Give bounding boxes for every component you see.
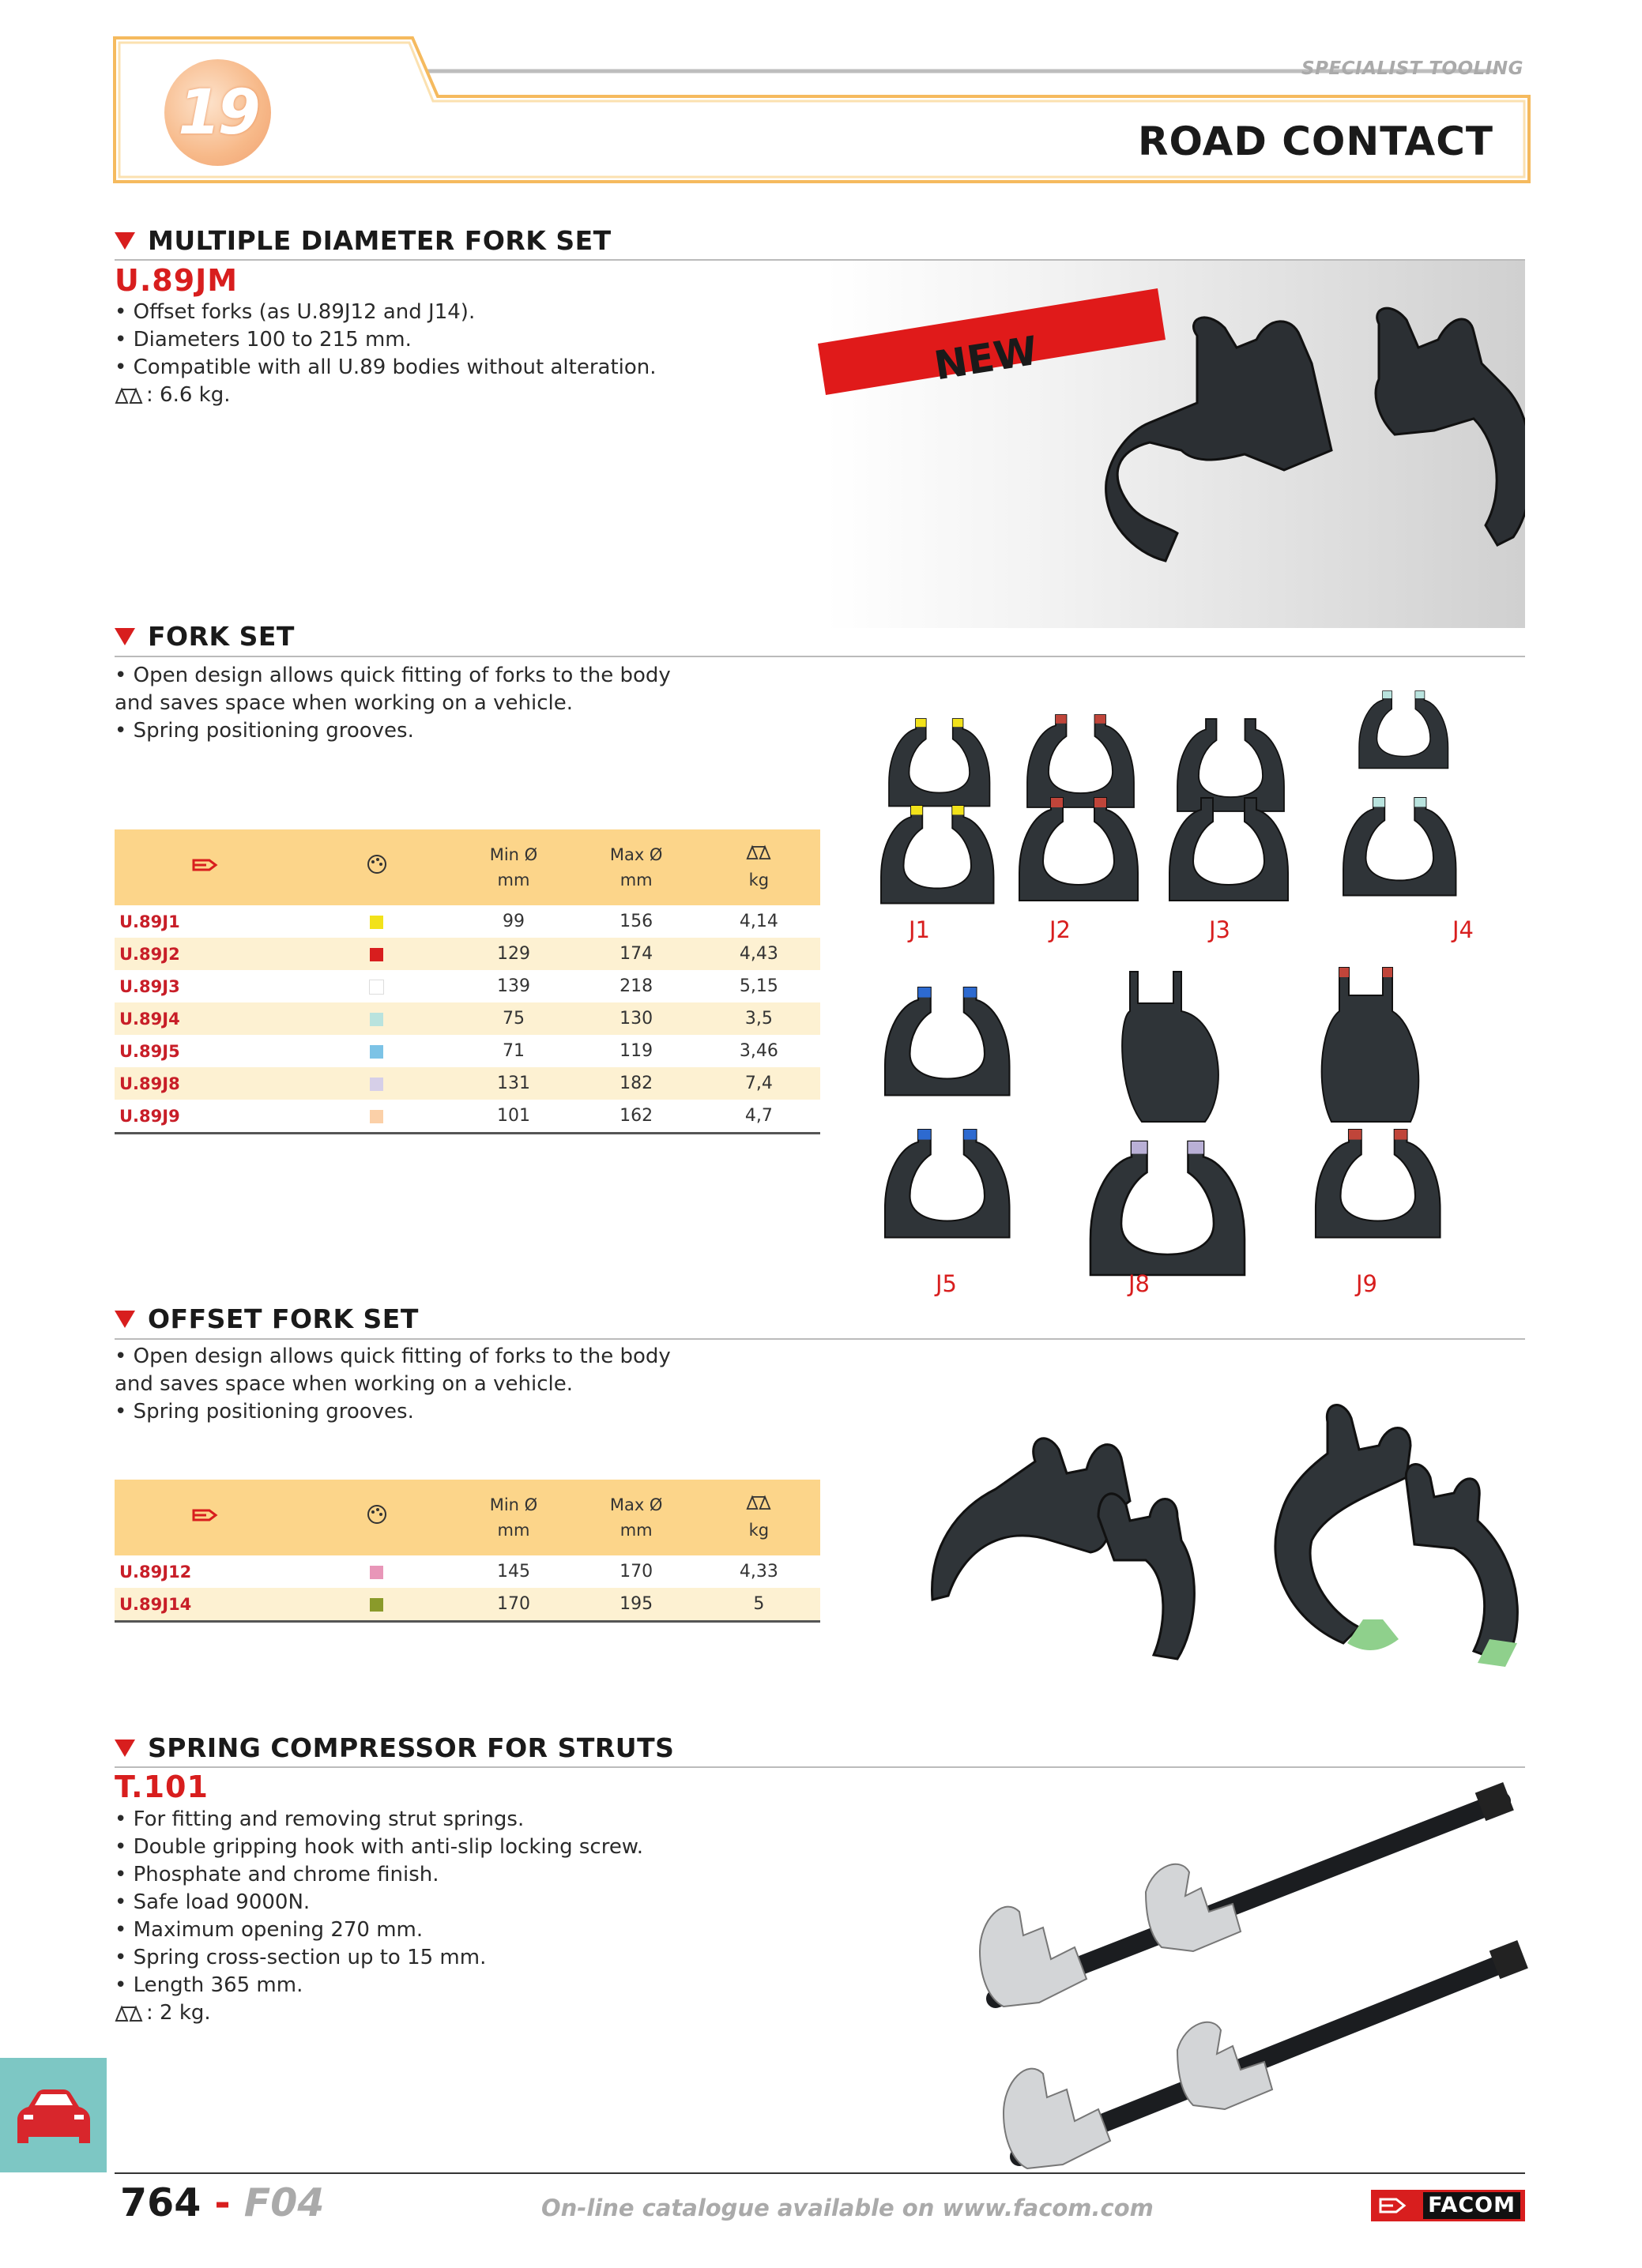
- table-row: U.89J9 101 162 4,7: [115, 1100, 820, 1134]
- description-line: • Compatible with all U.89 bodies without alteration.: [115, 355, 657, 379]
- description-line: • Spring cross-section up to 15 mm.: [115, 1946, 487, 1969]
- scale-icon: [115, 2005, 143, 2022]
- description-line: and saves space when working on a vehicle.: [115, 691, 573, 715]
- color-palette-icon: [366, 854, 388, 874]
- color-swatch: [370, 948, 383, 961]
- section-rule: [115, 656, 1525, 657]
- section-heading-spring-compressor: SPRING COMPRESSOR FOR STRUTS: [115, 1732, 674, 1763]
- chapter-number: 19: [178, 77, 258, 149]
- offset-fork-table: [115, 1480, 820, 1623]
- table-row: U.89J14 170 195 5: [115, 1588, 820, 1622]
- description-line: • Open design allows quick fitting of forks to the body: [115, 664, 671, 687]
- table-row: U.89J3 139 218 5,15: [119, 976, 778, 996]
- category-label: SPECIALIST TOOLING: [1301, 58, 1523, 79]
- page-title: ROAD CONTACT: [1137, 118, 1493, 164]
- fork-label-j3: J3: [1209, 916, 1231, 943]
- footer-rule: [115, 2172, 1525, 2174]
- column-header-color: [301, 1480, 452, 1555]
- red-triangle-icon: [115, 232, 135, 250]
- facom-logo: FACOM: [1371, 2190, 1525, 2221]
- column-header-code: [115, 1480, 301, 1555]
- section-rule: [115, 1338, 1525, 1340]
- description-line: • Open design allows quick fitting of forks to the body: [115, 1345, 671, 1368]
- table-row: U.89J2 129 174 4,43: [115, 938, 820, 970]
- description-line: • Safe load 9000N.: [115, 1890, 311, 1914]
- facom-arrow-icon: [1379, 2196, 1410, 2215]
- weight-line: : 6.6 kg.: [115, 382, 230, 409]
- color-swatch: [370, 916, 383, 929]
- color-swatch: [370, 1566, 383, 1579]
- product-code-t101: T.101: [115, 1770, 209, 1804]
- car-icon: [0, 2058, 107, 2172]
- description-line: • Spring positioning grooves.: [115, 719, 414, 743]
- header-frame: [111, 32, 1533, 190]
- scale-icon: [746, 844, 771, 860]
- chapter-badge: [164, 59, 271, 166]
- weight-line: : 2 kg.: [115, 1999, 211, 2027]
- new-badge: [814, 284, 1169, 403]
- red-triangle-icon: [115, 1311, 135, 1328]
- fork-set-photo: [865, 679, 1525, 1311]
- fork-label-j8: J8: [1128, 1270, 1151, 1297]
- new-badge-text: NEW: [931, 327, 1041, 389]
- description-line: • Double gripping hook with anti-slip locking screw.: [115, 1835, 643, 1859]
- section-heading-multiple-diameter: MULTIPLE DIAMETER FORK SET: [115, 225, 612, 256]
- color-swatch: [369, 980, 384, 995]
- column-header-weight: kg: [698, 829, 820, 905]
- description-line: • Diameters 100 to 215 mm.: [115, 328, 412, 352]
- fork-label-j5: J5: [936, 1270, 958, 1297]
- color-palette-icon: [366, 1504, 388, 1525]
- facom-arrow-icon: [192, 857, 224, 873]
- footer-page-number: 764 - F04: [120, 2180, 325, 2225]
- fork-label-j9: J9: [1356, 1270, 1378, 1297]
- column-header-max: Max Ø mm: [575, 829, 698, 905]
- section-rule: [115, 1766, 1525, 1768]
- facom-arrow-icon: [192, 1507, 224, 1523]
- description-line: and saves space when working on a vehicle.: [115, 1372, 573, 1396]
- red-triangle-icon: [115, 628, 135, 645]
- table-row: U.89J5 71 119 3,46: [119, 1041, 778, 1061]
- color-swatch: [370, 1013, 383, 1026]
- description-line: • For fitting and removing strut springs.: [115, 1807, 525, 1831]
- fork-label-j4: J4: [1452, 916, 1474, 943]
- scale-icon: [115, 387, 143, 404]
- fork-label-j1: J1: [909, 916, 931, 943]
- table-row: U.89J4 75 130 3,5: [115, 1002, 820, 1035]
- table-row: U.89J8 131 182 7,4: [115, 1067, 820, 1100]
- fork-set-table: [115, 829, 820, 1134]
- column-header-weight: kg: [698, 1480, 820, 1555]
- product-code-u89jm: U.89JM: [115, 263, 239, 298]
- color-swatch: [370, 1045, 383, 1059]
- offset-fork-photo: [917, 1390, 1533, 1675]
- spring-compressor-photo: [948, 1777, 1533, 2172]
- column-header-min: Min Ø mm: [452, 829, 574, 905]
- section-heading-fork-set: FORK SET: [115, 621, 295, 652]
- scale-icon: [746, 1495, 771, 1510]
- color-swatch: [370, 1110, 383, 1123]
- description-line: • Phosphate and chrome finish.: [115, 1863, 439, 1886]
- color-swatch: [370, 1598, 383, 1612]
- color-swatch: [370, 1078, 383, 1091]
- description-line: • Offset forks (as U.89J12 and J14).: [115, 300, 476, 324]
- footer-online-catalogue[interactable]: On-line catalogue available on www.facom.com: [541, 2195, 1154, 2221]
- column-header-max: Max Ø mm: [575, 1480, 698, 1555]
- description-line: • Maximum opening 270 mm.: [115, 1918, 424, 1942]
- column-header-color: [301, 829, 452, 905]
- red-triangle-icon: [115, 1740, 135, 1757]
- column-header-min: Min Ø mm: [452, 1480, 574, 1555]
- column-header-code: [115, 829, 301, 905]
- fork-label-j2: J2: [1049, 916, 1071, 943]
- table-row: U.89J1 99 156 4,14: [119, 912, 778, 931]
- chapter-tab-car[interactable]: [0, 2058, 107, 2172]
- description-line: • Spring positioning grooves.: [115, 1400, 414, 1424]
- table-row: U.89J12 145 170 4,33: [119, 1562, 778, 1582]
- description-line: • Length 365 mm.: [115, 1973, 303, 1997]
- section-heading-offset-fork-set: OFFSET FORK SET: [115, 1303, 419, 1334]
